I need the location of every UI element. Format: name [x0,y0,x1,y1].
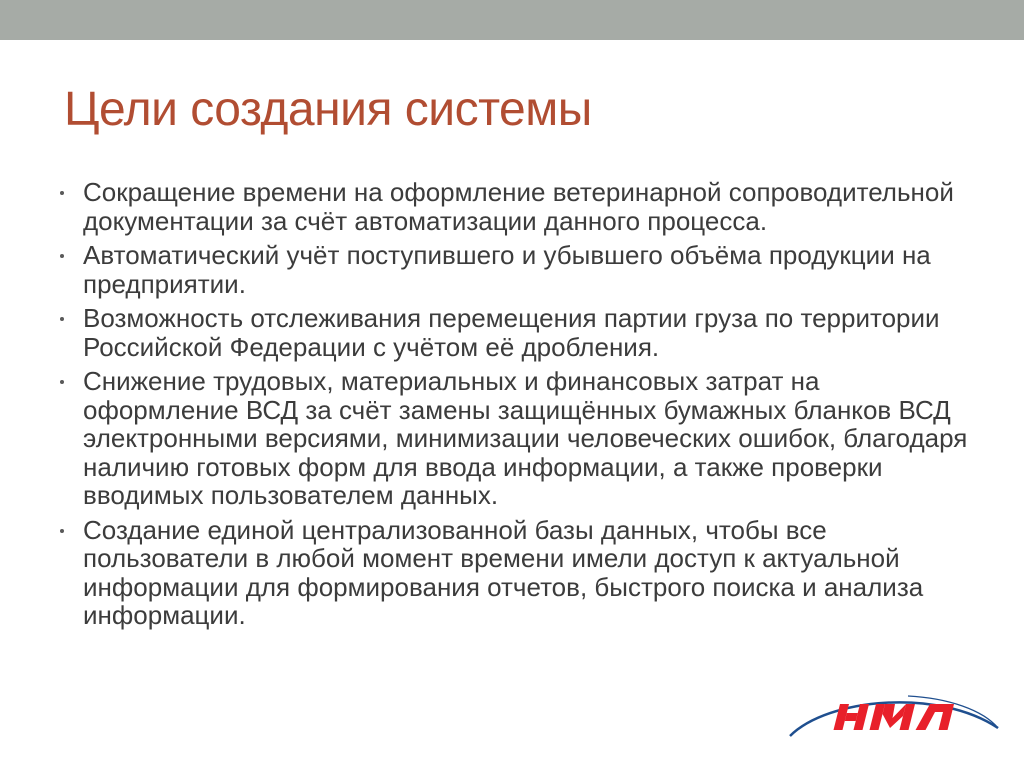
bullet-dot-icon [60,524,68,532]
bullet-text: Снижение трудовых, материальных и финансовых затрат на оформление ВСД за счёт замены защищённых бумажных бланков ВСД электронными версиями, минимизации человеческих ошибок, благодаря наличию готовых форм для ввода информации, а также проверки вводимых пользователем данных. [83,366,968,510]
bullet-item [60,241,970,298]
bullet-dot-icon [60,249,68,257]
company-logo [788,690,1000,740]
bullet-text: Возможность отслеживания перемещения партии груза по территории Российской Федерации с учётом её дробления. [83,303,940,362]
top-bar [0,0,1024,40]
bullet-item [60,516,970,630]
bullet-text: Автоматический учёт поступившего и убывшего объёма продукции на предприятии. [83,240,931,299]
bullet-item [60,304,970,361]
bullet-text: Создание единой централизованной базы данных, чтобы все пользователи в любой момент времени имели доступ к актуальной информации для формирования отчетов, быстрого поиска и анализа информации. [83,514,924,630]
bullet-text: Сокращение времени на оформление ветеринарной сопроводительной документации за счёт автоматизации данного процесса. [83,177,954,236]
bullet-item [60,178,970,235]
bullet-dot-icon [60,312,68,320]
bullet-item [60,367,970,510]
bullet-dot-icon [60,186,68,194]
bullet-list [60,178,970,636]
slide-title: Цели создания системы [64,83,592,136]
bullet-dot-icon [60,375,68,383]
